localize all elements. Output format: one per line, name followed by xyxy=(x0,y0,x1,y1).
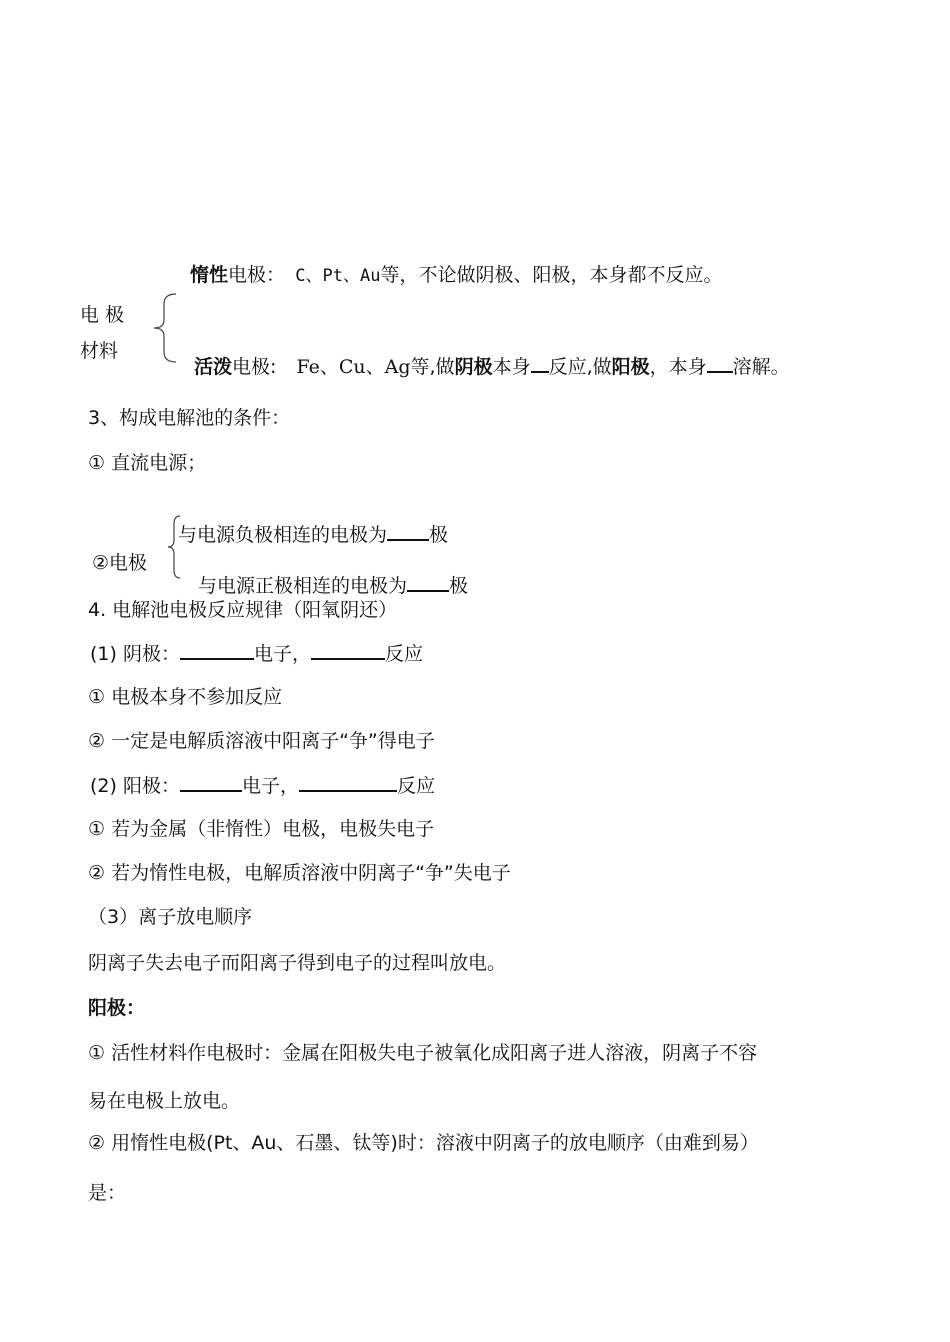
electrode-group-label-2: 材料 xyxy=(80,340,119,362)
section3-item1: ① 直流电源； xyxy=(88,452,207,474)
section3-heading: 3、构成电解池的条件： xyxy=(88,407,291,429)
active-desc-1: 等,做 xyxy=(410,356,455,378)
cathode-mid: 电子， xyxy=(253,643,311,665)
cathode-line xyxy=(90,640,423,667)
positive-electrode-blank[interactable] xyxy=(407,572,449,592)
anode-order-rule-1a: ① 活性材料作电极时：金属在阳极失电子被氧化成阳离子进人溶液，阴离子不容 xyxy=(88,1042,758,1064)
active-desc-2: 本身 xyxy=(492,356,531,378)
inert-bold-label: 惰性 xyxy=(190,264,229,286)
section4-heading: 4. 电解池电极反应规律（阳氧阴还） xyxy=(88,599,398,621)
anode-line xyxy=(90,772,435,799)
section3-item2-label: ②电极 xyxy=(92,552,148,574)
cathode-rule-1: ① 电极本身不参加反应 xyxy=(88,686,283,708)
active-label: 电极: xyxy=(232,356,277,378)
active-blank-2[interactable] xyxy=(707,353,733,373)
anode-order-rule-1b: 易在电极上放电。 xyxy=(88,1090,241,1112)
anode-blank-1[interactable] xyxy=(180,772,242,792)
anode-heading: 阳极： xyxy=(88,997,146,1019)
positive-electrode-suffix: 极 xyxy=(449,575,469,597)
active-electrode-line xyxy=(194,353,790,380)
anode-rule-1: ① 若为金属（非惰性）电极，电极失电子 xyxy=(88,818,435,840)
active-blank-1[interactable] xyxy=(531,353,549,373)
inert-description: 等，不论做阴极、阳极，本身都不反应。 xyxy=(380,264,723,286)
negative-electrode-line xyxy=(178,521,448,548)
anode-label: (2) 阳极： xyxy=(90,775,180,797)
anode-rule-2: ② 若为惰性电极，电解质溶液中阴离子“争”失电子 xyxy=(88,862,511,884)
inert-examples: C、Pt、Au xyxy=(285,266,381,286)
active-desc-4: ，本身 xyxy=(649,356,707,378)
discharge-order-heading: （3）离子放电顺序 xyxy=(88,906,253,928)
active-desc-3: 反应,做 xyxy=(548,356,612,378)
electrode-brace-icon xyxy=(146,292,182,364)
cathode-rule-2: ② 一定是电解质溶液中阳离子“争”得电子 xyxy=(88,730,435,752)
positive-electrode-text: 与电源正极相连的电极为 xyxy=(198,575,408,597)
negative-electrode-suffix: 极 xyxy=(429,524,449,546)
positive-electrode-line xyxy=(198,572,468,599)
anode-order-rule-2b: 是： xyxy=(88,1182,127,1204)
active-desc-5: 溶解。 xyxy=(732,356,790,378)
electrode-group-label-1: 电 极 xyxy=(80,304,125,326)
anode-mid: 电子， xyxy=(241,775,299,797)
cathode-blank-1[interactable] xyxy=(180,640,254,660)
anode-blank-2[interactable] xyxy=(299,772,397,792)
cathode-end: 反应 xyxy=(384,643,423,665)
anode-order-rule-2a: ② 用惰性电极(Pt、Au、石墨、钛等)时：溶液中阴离子的放电顺序（由难到易） xyxy=(88,1132,759,1154)
negative-electrode-blank[interactable] xyxy=(387,521,429,541)
discharge-definition: 阴离子失去电子而阳离子得到电子的过程叫放电。 xyxy=(88,952,507,974)
cathode-blank-2[interactable] xyxy=(311,640,385,660)
inert-label: 电极： xyxy=(228,264,286,286)
active-bold-label: 活泼 xyxy=(194,356,233,378)
active-anode: 阳极 xyxy=(611,356,650,378)
cathode-label: (1) 阴极： xyxy=(90,643,180,665)
anode-end: 反应 xyxy=(396,775,435,797)
inert-electrode-line xyxy=(190,262,722,289)
active-cathode: 阴极 xyxy=(454,356,493,378)
active-examples: Fe、Cu、Ag xyxy=(296,356,411,378)
negative-electrode-text: 与电源负极相连的电极为 xyxy=(178,524,388,546)
